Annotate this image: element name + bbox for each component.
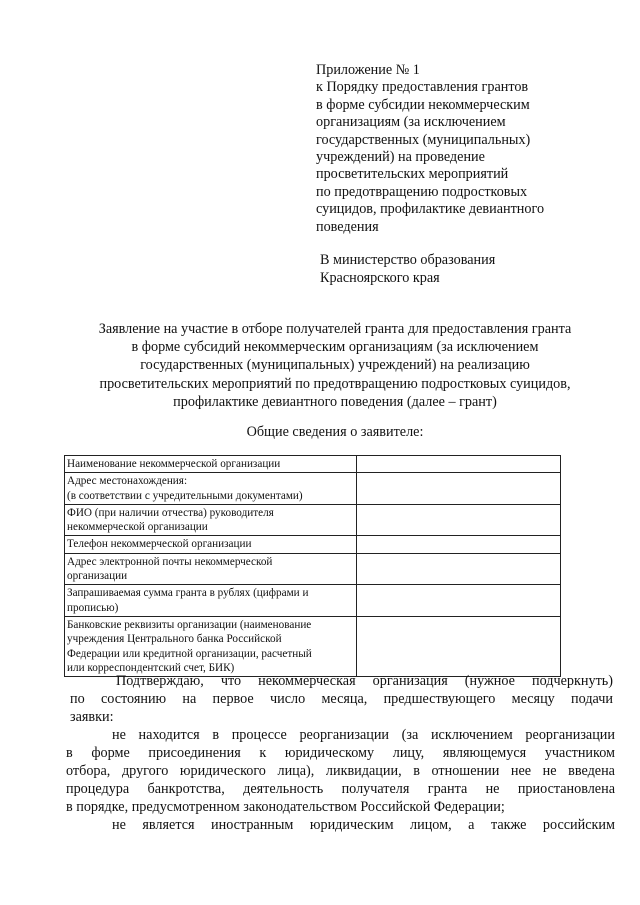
- table-row: [65, 473, 561, 505]
- appendix-line: суицидов, профилактике девиантного: [316, 201, 545, 218]
- cell-text: или корреспондентский счет, БИК): [67, 661, 235, 674]
- table-label-cell: [65, 536, 357, 553]
- applicant-info-table: [64, 455, 561, 677]
- table-value-cell[interactable]: [356, 585, 560, 617]
- appendix-line: Приложение № 1: [316, 62, 420, 78]
- table-row: [65, 585, 561, 617]
- table-row: [65, 504, 561, 536]
- cell-text: прописью): [67, 601, 119, 614]
- cell-text: организации: [67, 570, 128, 583]
- confirmation-paragraph: [70, 673, 613, 727]
- table-row: [65, 536, 561, 553]
- cell-text: (в соответствии с учредительными документами): [67, 489, 303, 502]
- cell-text: Наименование некоммерческой организации: [67, 458, 281, 470]
- cell-text: Адрес местонахождения:: [67, 475, 188, 488]
- appendix-line: по предотвращению подростковых: [316, 183, 528, 200]
- paragraph-line: не является иностранным юридическим лицом, а также российским: [112, 817, 615, 833]
- foreign-entity-paragraph: [66, 817, 615, 835]
- cell-text: Запрашиваемая сумма гранта в рублях (цифрами и: [67, 587, 309, 600]
- cell-text: Адрес электронной почты некоммерческой: [67, 555, 273, 568]
- title-line: государственных (муниципальных) учреждений) на реализацию: [140, 357, 530, 374]
- cell-text: учреждения Центрального банка Российской: [67, 633, 282, 646]
- table-label-cell: [65, 456, 357, 473]
- paragraph-line: процедура банкротства, деятельность получателя гранта не приостановлена: [66, 780, 615, 797]
- paragraph-line: не находится в процессе реорганизации (за исключением реорганизации: [112, 727, 615, 743]
- cell-text: Федерации или кредитной организации, расчетный: [67, 647, 312, 660]
- recipient-line: Красноярского края: [320, 270, 440, 286]
- title-line: профилактике девиантного поведения (далее – грант): [173, 393, 497, 410]
- section-heading: Общие сведения о заявителе:: [246, 424, 424, 440]
- cell-text: Телефон некоммерческой организации: [67, 538, 252, 551]
- table-value-cell[interactable]: [356, 536, 560, 553]
- recipient-block: [320, 251, 620, 287]
- appendix-line: поведения: [316, 218, 379, 235]
- reorganization-paragraph: [66, 727, 615, 817]
- paragraph-line: в порядке, предусмотренном законодательством Российской Федерации;: [66, 798, 505, 815]
- table-value-cell[interactable]: [356, 553, 560, 585]
- title-line: в форме субсидий некоммерческим организациям (за исключением: [131, 339, 539, 356]
- table-value-cell[interactable]: [356, 616, 560, 676]
- table-value-cell[interactable]: [356, 473, 560, 505]
- table-label-cell: [65, 553, 357, 585]
- title-line: Заявление на участие в отборе получателей гранта для предоставления гранта: [98, 321, 572, 337]
- title-line: просветительских мероприятий по предотвращению подростковых суицидов,: [99, 375, 571, 392]
- appendix-block: [316, 62, 616, 236]
- table-label-cell: [65, 585, 357, 617]
- appendix-line: государственных (муниципальных): [316, 131, 531, 148]
- paragraph-line: отбора, другого юридического лица), ликвидации, в отношении нее не введена: [66, 762, 615, 779]
- cell-text: Банковские реквизиты организации (наименование: [67, 618, 312, 631]
- table-row: [65, 616, 561, 676]
- paragraph-line: заявки:: [70, 708, 114, 725]
- appendix-line: в форме субсидии некоммерческим: [316, 96, 530, 113]
- appendix-line: организациям (за исключением: [316, 114, 506, 131]
- application-title: [60, 320, 610, 411]
- recipient-line: В министерство образования: [320, 252, 496, 268]
- table-value-cell[interactable]: [356, 504, 560, 536]
- cell-text: ФИО (при наличии отчества) руководителя: [67, 506, 274, 519]
- appendix-line: к Порядку предоставления грантов: [316, 79, 529, 96]
- paragraph-line: по состоянию на первое число месяца, предшествующего месяцу подачи: [70, 690, 613, 707]
- appendix-line: учреждений) на проведение: [316, 149, 485, 166]
- appendix-line: просветительских мероприятий: [316, 166, 509, 183]
- table-label-cell: [65, 504, 357, 536]
- table-row: [65, 456, 561, 473]
- table-label-cell: [65, 473, 357, 505]
- paragraph-line: в форме присоединения к юридическому лицу, являющемуся участником: [66, 744, 615, 761]
- cell-text: некоммерческой организации: [67, 521, 208, 534]
- table-value-cell[interactable]: [356, 456, 560, 473]
- table-label-cell: [65, 616, 357, 676]
- paragraph-line: Подтверждаю, что некоммерческая организация (нужное подчеркнуть): [116, 673, 613, 689]
- table-row: [65, 553, 561, 585]
